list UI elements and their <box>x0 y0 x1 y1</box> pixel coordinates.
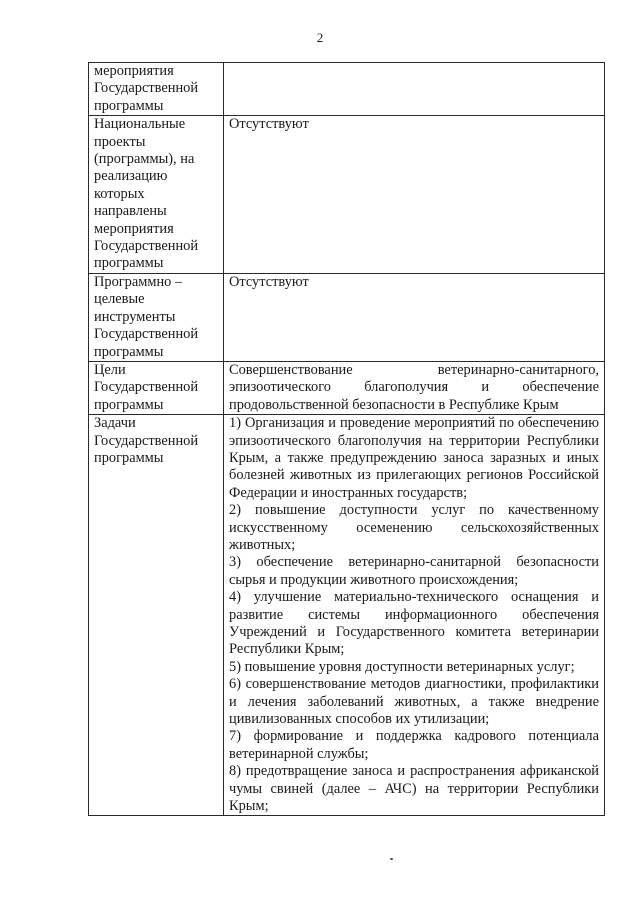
task-list <box>224 415 605 816</box>
row-value-text: Отсутствуют <box>229 273 309 290</box>
scan-speck <box>390 858 393 860</box>
program-passport-table <box>88 62 605 816</box>
row-value-text: Отсутствуют <box>229 116 309 133</box>
row-value <box>224 116 605 274</box>
task-item: 1) Организация и проведение мероприятий по обеспечению эпизоотического благополучия на территории Республики Крым, а также предупреждению заноса заразных и иных болезней животных из прилегающих регионов Российской Федерации и иностранных государств; <box>229 415 599 501</box>
row-label <box>89 63 224 116</box>
task-item: 7) формирование и поддержка кадрового потенциала ветеринарной службы; <box>229 728 599 762</box>
page-number: 2 <box>316 30 324 45</box>
task-item: 2) повышение доступности услуг по качественному искусственному осеменению сельскохозяйственных животных; <box>229 502 599 553</box>
table-row <box>89 273 605 361</box>
row-label <box>89 116 224 274</box>
task-item: 4) улучшение материально-технического оснащения и развитие системы информационного обеспечения Учреждений и Государственного комитета ветеринарии Республики Крым; <box>229 589 599 658</box>
row-value <box>224 361 605 414</box>
row-label-text: Программно – целевые инструменты Государственной программы <box>94 273 199 360</box>
table-row <box>89 63 605 116</box>
table-row <box>89 361 605 414</box>
task-item: 5) повышение уровня доступности ветеринарных услуг; <box>229 658 575 675</box>
row-label-text: Цели Государственной программы <box>94 361 199 413</box>
row-label <box>89 361 224 414</box>
row-value-text: Совершенствование ветеринарно-санитарного, эпизоотического благополучия и обеспечение продовольственной безопасности в Республике Крым <box>229 361 599 413</box>
task-item: 3) обеспечение ветеринарно-санитарной безопасности сырья и продукции животного происхождения; <box>229 554 599 588</box>
task-item: 6) совершенствование методов диагностики, профилактики и лечения заболеваний животных, а также внедрение цивилизованных способов их утилизации; <box>229 676 599 728</box>
row-label <box>89 273 224 361</box>
table-row <box>89 415 605 816</box>
row-label-text: Задачи Государственной программы <box>94 415 199 466</box>
task-item: 8) предотвращение заноса и распространения африканской чумы свиней (далее – АЧС) на территории Республики Крым; <box>229 763 599 815</box>
row-value <box>224 273 605 361</box>
row-label-text: Национальные проекты (программы), на реализацию которых направлены мероприятия Государственной программы <box>94 116 199 272</box>
row-value <box>224 63 605 116</box>
table-row <box>89 116 605 274</box>
row-label-text: мероприятия Государственной программы <box>94 63 199 114</box>
row-label <box>89 415 224 816</box>
